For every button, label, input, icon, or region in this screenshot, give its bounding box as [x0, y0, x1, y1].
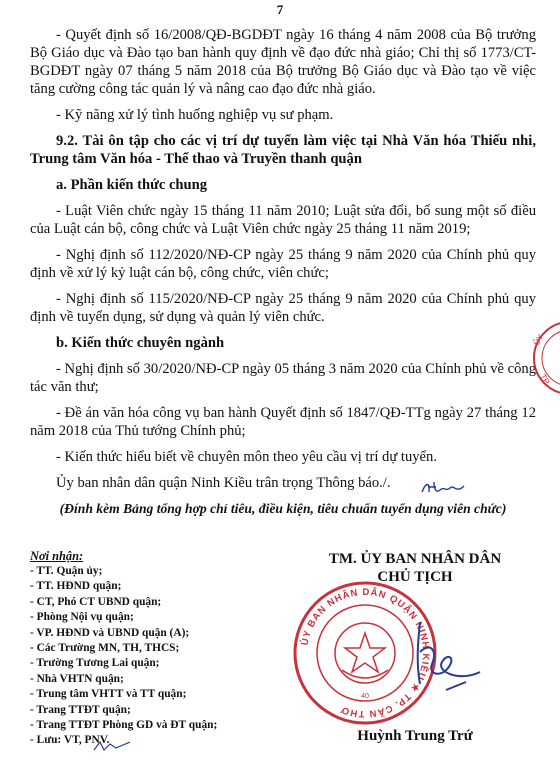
page-number: 7 [276, 2, 284, 17]
recipient-item: - VP. HĐND và UBND quận (A); [30, 626, 190, 639]
recipient-item: - CT, Phó CT UBND quận; [30, 595, 162, 608]
paragraph-pedagogy-skills: - Kỹ năng xử lý tình huống nghiệp vụ sư phạm. [56, 107, 334, 123]
section-heading-9-2: 9.2. Tài ôn tập cho các vị trí dự tuyển làm việc tại Nhà Văn hóa Thiếu nhi, Trung tâm Văn hóa - Thể thao và Truyền thanh quận [30, 133, 536, 167]
svg-text:TP.: TP. [538, 372, 552, 387]
recipient-item: - TT. HĐND quận; [30, 580, 122, 593]
svg-text:40: 40 [361, 693, 369, 700]
chairman-signature-icon [390, 612, 490, 712]
paragraph-law-public-employees: - Luật Viên chức ngày 15 tháng 11 năm 2010; Luật sửa đổi, bổ sung một số điều của Luật cán bộ, công chức và Luật Viên chức ngày 25 tháng 11 năm 2019; [30, 203, 536, 237]
recipient-item: - Các Trường MN, TH, THCS; [30, 642, 180, 655]
recipient-item: - Trung tâm VHTT và TT quận; [30, 688, 187, 701]
recipients-title: Nơi nhận: [30, 549, 84, 563]
recipient-item: - Trang TTĐT quận; [30, 703, 131, 716]
attachment-note: (Đính kèm Bảng tổng hợp chỉ tiêu, điều kiện, tiêu chuẩn tuyển dụng viên chức) [59, 501, 507, 516]
signature-block [270, 548, 560, 768]
paragraph-decision-16: - Quyết định số 16/2008/QĐ-BGDĐT ngày 16 tháng 4 năm 2008 của Bộ trưởng Bộ Giáo dục và Đào tạo ban hành quy định về đạo đức nhà giáo; Chỉ thị số 1773/CT-BGDĐT ngày 07 tháng 5 năm 2018 của Bộ trưởng Bộ Giáo dục và Đào tạo về việc tăng cường công tác quản lý và nâng cao đạo đức nhà giáo. [30, 27, 536, 97]
subheading-general-knowledge: a. Phần kiến thức chung [56, 177, 208, 193]
signer-title-line1: TM. ỦY BAN NHÂN DÂN [328, 551, 502, 567]
paragraph-culture-project: - Đề án văn hóa công vụ ban hành Quyết định số 1847/QĐ-TTg ngày 27 tháng 12 năm 2018 của Thủ tướng Chính phủ; [30, 405, 536, 439]
paragraph-decree-30: - Nghị định số 30/2020/NĐ-CP ngày 05 tháng 3 năm 2020 của Chính phủ về công tác văn thư; [30, 361, 536, 395]
paragraph-decree-112: - Nghị định số 112/2020/NĐ-CP ngày 25 tháng 9 năm 2020 của Chính phủ quy định về xử lý kỷ luật cán bộ, công chức, viên chức; [30, 247, 536, 281]
recipient-item: - Nhà VHTN quận; [30, 672, 124, 685]
recipient-item: - Trường Tương Lai quận; [30, 657, 160, 670]
signer-title-line2: CHỦ TỊCH [377, 569, 453, 585]
signer-name: Huỳnh Trung Trứ [357, 728, 473, 744]
paragraph-professional-knowledge: - Kiến thức hiểu biết về chuyên môn theo yêu cầu vị trí dự tuyển. [56, 449, 437, 465]
document-body [30, 26, 536, 518]
recipient-item: - Trang TTĐT Phòng GD và ĐT quận; [30, 719, 218, 732]
initial-signature-icon [420, 478, 466, 498]
edge-seal-icon [528, 316, 560, 400]
paragraph-announcement: Ủy ban nhân dân quận Ninh Kiều trân trọng Thông báo./. [56, 475, 391, 491]
recipient-item: - Lưu: VT, PNV. [30, 734, 110, 747]
svg-text:ỦY: ỦY [531, 332, 546, 347]
recipient-item: - TT. Quận ủy; [30, 565, 103, 577]
subheading-specialized-knowledge: b. Kiến thức chuyên ngành [56, 335, 225, 351]
initial-signature-icon [92, 738, 132, 754]
recipients-list [30, 548, 280, 749]
recipient-item: - Phòng Nội vụ quận; [30, 611, 134, 624]
paragraph-decree-115: - Nghị định số 115/2020/NĐ-CP ngày 25 tháng 9 năm 2020 của Chính phủ quy định về tuyển dụng, sử dụng và quản lý viên chức. [30, 291, 536, 325]
svg-text:ỦY BAN NHÂN DÂN QUẬN NINH KIỀU: ỦY BAN NHÂN DÂN QUẬN NINH KIỀU ★ TP. CẦN THƠ [299, 586, 432, 720]
